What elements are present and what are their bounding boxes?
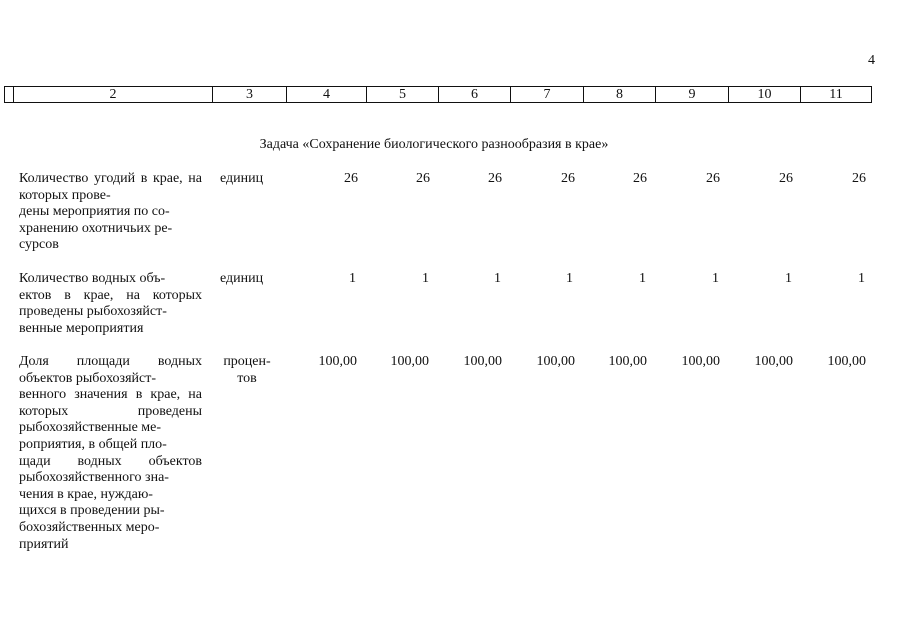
row-description: Доля площади водных объектов рыбохозяйст- венного значения в крае, на которых проведены рыбохозяйственные ме- роприятия, в общей пло- щади водных объектов рыбохозяйственного зна- чения в крае, нуждаю- щихся в проведении ры- бохозяйственных меро- приятий bbox=[19, 354, 202, 552]
row-value: 26 bbox=[488, 171, 502, 186]
row-value: 100,00 bbox=[463, 354, 502, 369]
column-number-cell: 9 bbox=[655, 87, 728, 102]
column-number-cell: 11 bbox=[800, 87, 871, 102]
row-value: 100,00 bbox=[681, 354, 720, 369]
column-number-cell: 4 bbox=[286, 87, 366, 102]
row-value: 100,00 bbox=[608, 354, 647, 369]
row-value: 26 bbox=[852, 171, 866, 186]
row-value: 1 bbox=[422, 271, 429, 286]
row-value: 1 bbox=[712, 271, 719, 286]
row-value: 26 bbox=[561, 171, 575, 186]
row-value: 26 bbox=[416, 171, 430, 186]
row-value: 100,00 bbox=[390, 354, 429, 369]
page-number: 4 bbox=[868, 53, 875, 68]
row-value: 1 bbox=[494, 271, 501, 286]
row-unit: единиц bbox=[220, 171, 264, 186]
row-value: 1 bbox=[639, 271, 646, 286]
task-title: Задача «Сохранение биологического разнообразия в крае» bbox=[259, 137, 609, 152]
column-number-cell: 3 bbox=[212, 87, 286, 102]
row-value: 1 bbox=[858, 271, 865, 286]
row-value: 26 bbox=[706, 171, 720, 186]
row-unit: процен- тов bbox=[223, 354, 271, 386]
row-unit: единиц bbox=[220, 271, 264, 286]
row-value: 26 bbox=[633, 171, 647, 186]
row-description: Количество угодий в крае, на которых прове- дены мероприятия по со- хранению охотничьих ре- сурсов bbox=[19, 171, 202, 253]
row-description: Количество водных объ- ектов в крае, на которых проведены рыбохозяйст- венные мероприятия bbox=[19, 271, 202, 336]
row-value: 100,00 bbox=[318, 354, 357, 369]
row-value: 26 bbox=[344, 171, 358, 186]
column-number-cell: 5 bbox=[366, 87, 438, 102]
row-value: 100,00 bbox=[754, 354, 793, 369]
column-number-cell: 8 bbox=[583, 87, 655, 102]
column-number-cell: 10 bbox=[728, 87, 800, 102]
column-number-cell: 2 bbox=[13, 87, 212, 102]
column-number-cell: 6 bbox=[438, 87, 510, 102]
row-value: 1 bbox=[566, 271, 573, 286]
row-value: 100,00 bbox=[827, 354, 866, 369]
row-value: 1 bbox=[349, 271, 356, 286]
column-number-header bbox=[4, 86, 872, 103]
column-number-cell: 7 bbox=[510, 87, 583, 102]
row-value: 1 bbox=[785, 271, 792, 286]
row-value: 100,00 bbox=[536, 354, 575, 369]
column-number-cell-1 bbox=[5, 87, 13, 102]
row-value: 26 bbox=[779, 171, 793, 186]
